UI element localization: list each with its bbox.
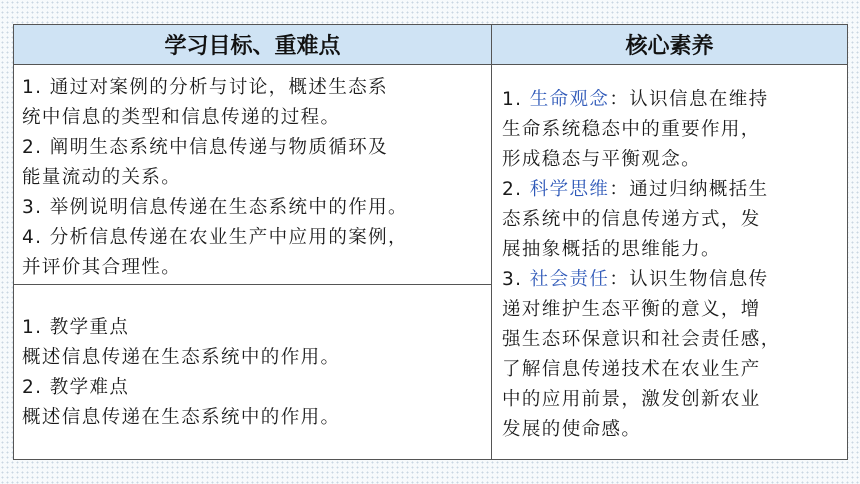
literacy-line: 态系统中的信息传递方式，发 [502, 209, 761, 230]
header-literacy-label: 核心素养 [625, 34, 714, 59]
literacy-line: 发展的使命感。 [502, 419, 642, 440]
difficulty-heading: 2. 教学难点 [22, 377, 130, 398]
header-objectives-label: 学习目标、重难点 [164, 34, 341, 59]
objective-line: 并评价其合理性。 [22, 257, 182, 278]
key-point-heading: 1. 教学重点 [22, 317, 130, 338]
literacy-cell [492, 65, 847, 459]
literacy-text: ：通过归纳概括生 [609, 179, 769, 200]
literacy-item-3 [502, 265, 841, 295]
difficulty-text: 概述信息传递在生态系统中的作用。 [22, 407, 341, 428]
literacy-item-1 [502, 85, 841, 115]
content-table [13, 24, 848, 460]
literacy-text: ：认识生物信息传 [609, 269, 769, 290]
literacy-line: 展抽象概括的思维能力。 [502, 239, 721, 260]
literacy-line: 递对维护生态平衡的意义，增 [502, 299, 761, 320]
literacy-item-2 [502, 175, 841, 205]
objective-line: 1. 通过对案例的分析与讨论，概述生态系 [22, 77, 389, 98]
literacy-line: 生命系统稳态中的重要作用， [502, 119, 761, 140]
objective-line: 能量流动的关系。 [22, 167, 182, 188]
literacy-term-social-responsibility: 社会责任 [529, 269, 610, 290]
literacy-num: 1. [502, 89, 530, 110]
literacy-term-life-concept: 生命观念 [529, 89, 610, 110]
literacy-line: 中的应用前景，激发创新农业 [502, 389, 761, 410]
header-literacy [492, 25, 847, 65]
objective-line: 统中信息的类型和信息传递的过程。 [22, 107, 341, 128]
literacy-line: 形成稳态与平衡观念。 [502, 149, 702, 170]
literacy-num: 3. [502, 269, 530, 290]
literacy-num: 2. [502, 179, 530, 200]
objective-line: 3. 举例说明信息传递在生态系统中的作用。 [22, 197, 408, 218]
literacy-text: ：认识信息在维持 [609, 89, 769, 110]
objectives-cell [14, 65, 492, 285]
objective-line: 4. 分析信息传递在农业生产中应用的案例， [22, 227, 408, 248]
literacy-term-scientific-thinking: 科学思维 [529, 179, 610, 200]
key-point-text: 概述信息传递在生态系统中的作用。 [22, 347, 341, 368]
literacy-line: 强生态环保意识和社会责任感， [502, 329, 781, 350]
key-points-cell [14, 285, 492, 459]
header-objectives [14, 25, 492, 65]
literacy-line: 了解信息传递技术在农业生产 [502, 359, 761, 380]
objective-line: 2. 阐明生态系统中信息传递与物质循环及 [22, 137, 389, 158]
